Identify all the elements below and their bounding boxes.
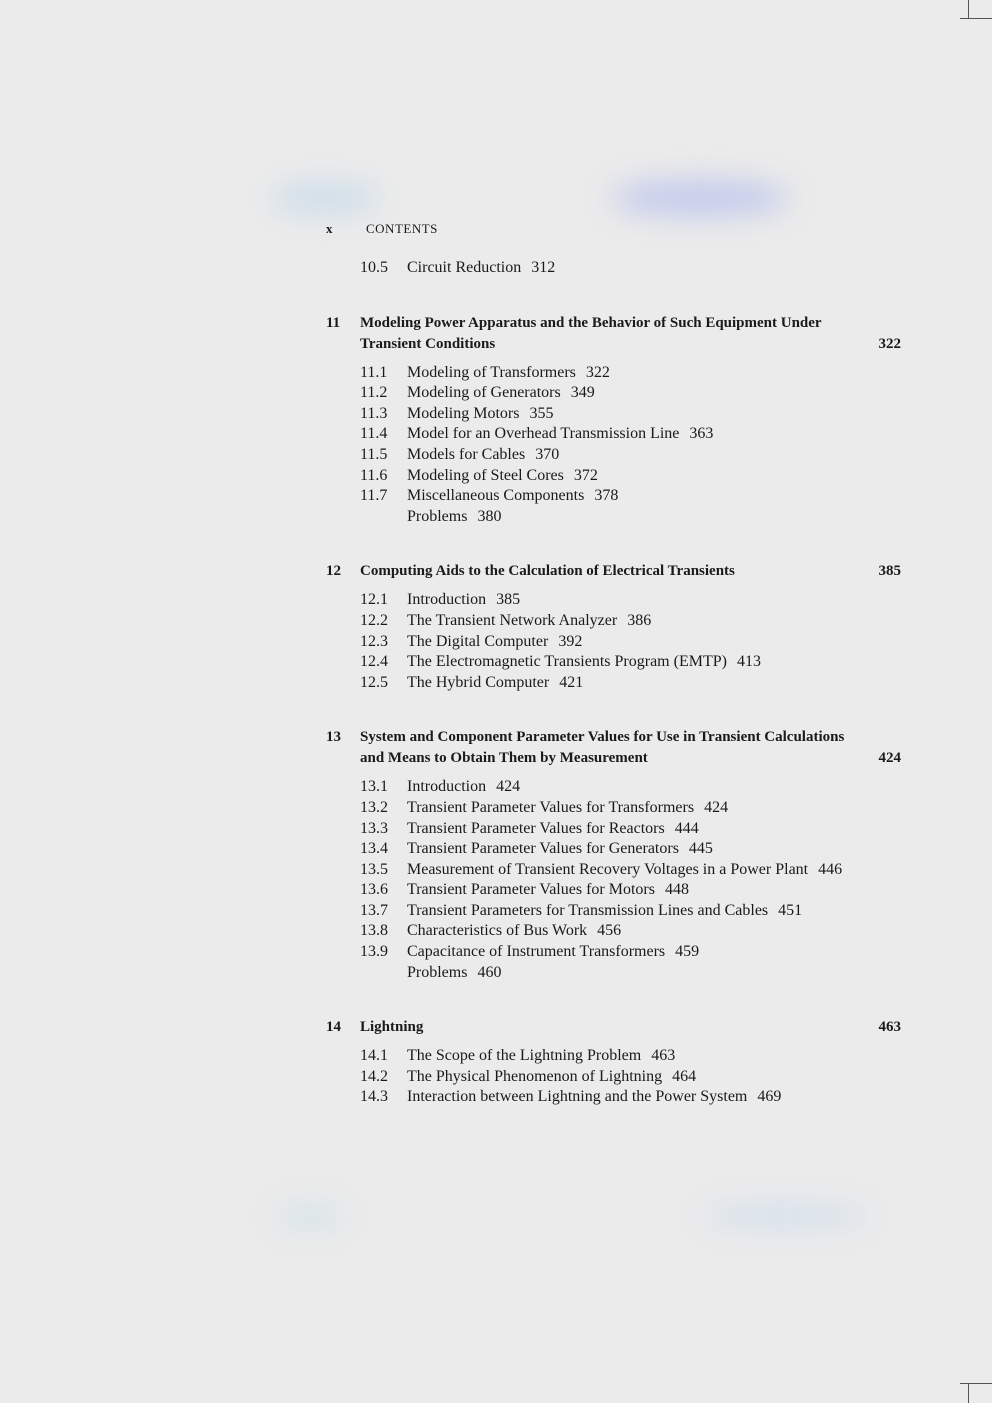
- section-title: Modeling of Generators: [407, 384, 561, 402]
- section-number: 11.7: [360, 487, 388, 505]
- section-page-number: 424: [704, 798, 729, 816]
- toc-section-entry[interactable]: [326, 404, 862, 425]
- scan-smudge: [700, 1205, 870, 1227]
- section-number: 14.2: [360, 1067, 388, 1085]
- section-page-number: 424: [496, 778, 521, 796]
- toc-section-entry[interactable]: [326, 777, 862, 798]
- section-title: Transient Parameter Values for Motors: [407, 881, 655, 899]
- section-title: The Transient Network Analyzer: [407, 611, 618, 629]
- toc-chapter-entry[interactable]: [326, 727, 906, 769]
- table-of-contents: [326, 258, 906, 1108]
- toc-section-entry[interactable]: [326, 901, 862, 922]
- chapter-title: Modeling Power Apparatus and the Behavior of Such Equipment Under Transient Conditions: [360, 314, 822, 352]
- section-number: 12.2: [360, 611, 388, 629]
- section-page-number: 378: [594, 487, 619, 505]
- section-title: Introduction: [407, 778, 487, 796]
- section-number: 13.7: [360, 901, 388, 919]
- section-page-number: 363: [689, 425, 714, 443]
- section-number: 12.4: [360, 653, 388, 671]
- chapter-number: 11: [326, 314, 341, 331]
- chapter-number: 14: [326, 1019, 341, 1036]
- section-page-number: 445: [688, 840, 713, 858]
- scan-smudge: [270, 180, 380, 216]
- section-number: 13.9: [360, 943, 388, 961]
- crop-mark: [968, 0, 969, 18]
- section-title: Model for an Overhead Transmission Line: [407, 425, 680, 443]
- section-page-number: 451: [778, 901, 803, 919]
- section-page-number: 380: [477, 507, 502, 525]
- chapter-title: System and Component Parameter Values for Use in Transient Calculations and Means to Obtain Them by Measurement: [360, 729, 845, 767]
- section-title: Models for Cables: [407, 445, 526, 463]
- section-number: 10.5: [360, 259, 388, 276]
- section-number: 13.5: [360, 860, 388, 878]
- section-page-number: 421: [559, 673, 584, 691]
- toc-section-entry[interactable]: [326, 963, 862, 984]
- toc-chapter-entry[interactable]: [326, 313, 906, 355]
- section-page-number: 444: [674, 819, 699, 837]
- section-page-number: 355: [529, 404, 554, 422]
- section-page-number: 312: [531, 259, 556, 276]
- section-number: 11.1: [360, 363, 388, 381]
- toc-section-entry[interactable]: [326, 424, 862, 445]
- chapter-page-number: 424: [878, 750, 901, 767]
- chapter-number: 13: [326, 729, 341, 746]
- section-title: Modeling of Transformers: [407, 363, 576, 381]
- section-number: 12.3: [360, 632, 388, 650]
- section-title: Transient Parameter Values for Transformers: [407, 798, 695, 816]
- section-number: 12.1: [360, 591, 388, 609]
- section-page-number: 456: [597, 922, 622, 940]
- section-title: The Digital Computer: [407, 632, 549, 650]
- section-page-number: 459: [675, 943, 700, 961]
- chapter-number: 12: [326, 563, 341, 580]
- section-title: Introduction: [407, 591, 487, 609]
- scan-smudge: [275, 1205, 345, 1229]
- section-title: Measurement of Transient Recovery Voltages in a Power Plant: [407, 860, 809, 878]
- section-number: 13.3: [360, 819, 388, 837]
- section-number: 13.1: [360, 778, 388, 796]
- section-page-number: 460: [477, 963, 502, 981]
- section-page-number: 448: [664, 881, 689, 899]
- section-title: Problems: [407, 963, 468, 981]
- section-title: Transient Parameter Values for Generators: [407, 840, 679, 858]
- toc-section-entry[interactable]: [326, 860, 862, 881]
- toc-section-entry[interactable]: [326, 652, 862, 673]
- chapter-page-number: 322: [878, 335, 901, 352]
- toc-section-entry[interactable]: [326, 632, 862, 653]
- section-number: 13.4: [360, 840, 388, 858]
- toc-section-entry[interactable]: [326, 673, 862, 694]
- chapter-page-number: 463: [878, 1019, 901, 1036]
- section-page-number: 372: [573, 466, 598, 484]
- section-number: 12.5: [360, 673, 388, 691]
- crop-mark: [960, 1383, 992, 1384]
- section-number: 13.8: [360, 922, 388, 940]
- section-title: Interaction between Lightning and the Power System: [407, 1088, 748, 1106]
- section-number: 11.5: [360, 445, 388, 463]
- section-number: 13.2: [360, 798, 388, 816]
- section-title: Modeling Motors: [407, 404, 520, 422]
- toc-section-entry[interactable]: [326, 507, 862, 528]
- section-number: 11.4: [360, 425, 388, 443]
- toc-section-entry[interactable]: [326, 1067, 862, 1088]
- section-title: Capacitance of Instrument Transformers: [407, 943, 666, 961]
- chapter-title: Computing Aids to the Calculation of Electrical Transients: [360, 563, 735, 580]
- toc-section-entry[interactable]: [326, 258, 862, 279]
- section-page-number: 385: [496, 591, 521, 609]
- running-head-title: CONTENTS: [366, 221, 438, 236]
- section-title: Characteristics of Bus Work: [407, 922, 588, 940]
- section-page-number: 463: [651, 1047, 676, 1065]
- section-number: 11.2: [360, 384, 388, 402]
- toc-section-entry[interactable]: [326, 590, 862, 611]
- section-page-number: 370: [535, 445, 560, 463]
- crop-mark: [960, 18, 992, 19]
- toc-section-entry[interactable]: [326, 819, 862, 840]
- section-title: Transient Parameters for Transmission Lines and Cables: [407, 901, 769, 919]
- section-page-number: 446: [818, 860, 843, 878]
- toc-section-entry[interactable]: [326, 363, 862, 384]
- section-number: 11.6: [360, 466, 388, 484]
- chapter-page-number: 385: [878, 563, 901, 580]
- section-title: The Physical Phenomenon of Lightning: [407, 1067, 663, 1085]
- section-title: The Hybrid Computer: [407, 673, 550, 691]
- toc-section-entry[interactable]: [326, 486, 862, 507]
- section-title: Problems: [407, 507, 468, 525]
- section-number: 11.3: [360, 404, 388, 422]
- section-title: The Electromagnetic Transients Program (EMTP): [407, 653, 727, 671]
- section-title: The Scope of the Lightning Problem: [407, 1047, 642, 1065]
- section-number: 14.3: [360, 1088, 388, 1106]
- toc-section-entry[interactable]: [326, 383, 862, 404]
- section-page-number: 322: [585, 363, 610, 381]
- section-page-number: 386: [627, 611, 652, 629]
- toc-section-entry[interactable]: [326, 921, 862, 942]
- section-title: Transient Parameter Values for Reactors: [407, 819, 665, 837]
- running-head: [326, 221, 438, 237]
- toc-section-entry[interactable]: [326, 1046, 862, 1067]
- toc-section-entry[interactable]: [326, 880, 862, 901]
- section-page-number: 464: [672, 1067, 697, 1085]
- toc-section-entry[interactable]: [326, 1087, 862, 1108]
- toc-section-entry[interactable]: [326, 611, 862, 632]
- section-number: 14.1: [360, 1047, 388, 1065]
- toc-chapter-entry[interactable]: [326, 1017, 906, 1038]
- section-page-number: 469: [757, 1088, 782, 1106]
- scan-smudge: [610, 178, 790, 218]
- toc-section-entry[interactable]: [326, 798, 862, 819]
- section-page-number: 349: [570, 384, 595, 402]
- section-page-number: 392: [558, 632, 583, 650]
- toc-section-entry[interactable]: [326, 942, 862, 963]
- toc-section-entry[interactable]: [326, 466, 862, 487]
- section-title: Miscellaneous Components: [407, 487, 585, 505]
- toc-chapter-entry[interactable]: [326, 561, 906, 582]
- toc-section-entry[interactable]: [326, 839, 862, 860]
- section-number: 13.6: [360, 881, 388, 899]
- page-folio: x: [326, 221, 333, 236]
- crop-mark: [968, 1383, 969, 1403]
- toc-section-entry[interactable]: [326, 445, 862, 466]
- chapter-title: Lightning: [360, 1019, 424, 1036]
- section-page-number: 413: [736, 653, 761, 671]
- section-title: Circuit Reduction: [407, 259, 522, 276]
- section-title: Modeling of Steel Cores: [407, 466, 564, 484]
